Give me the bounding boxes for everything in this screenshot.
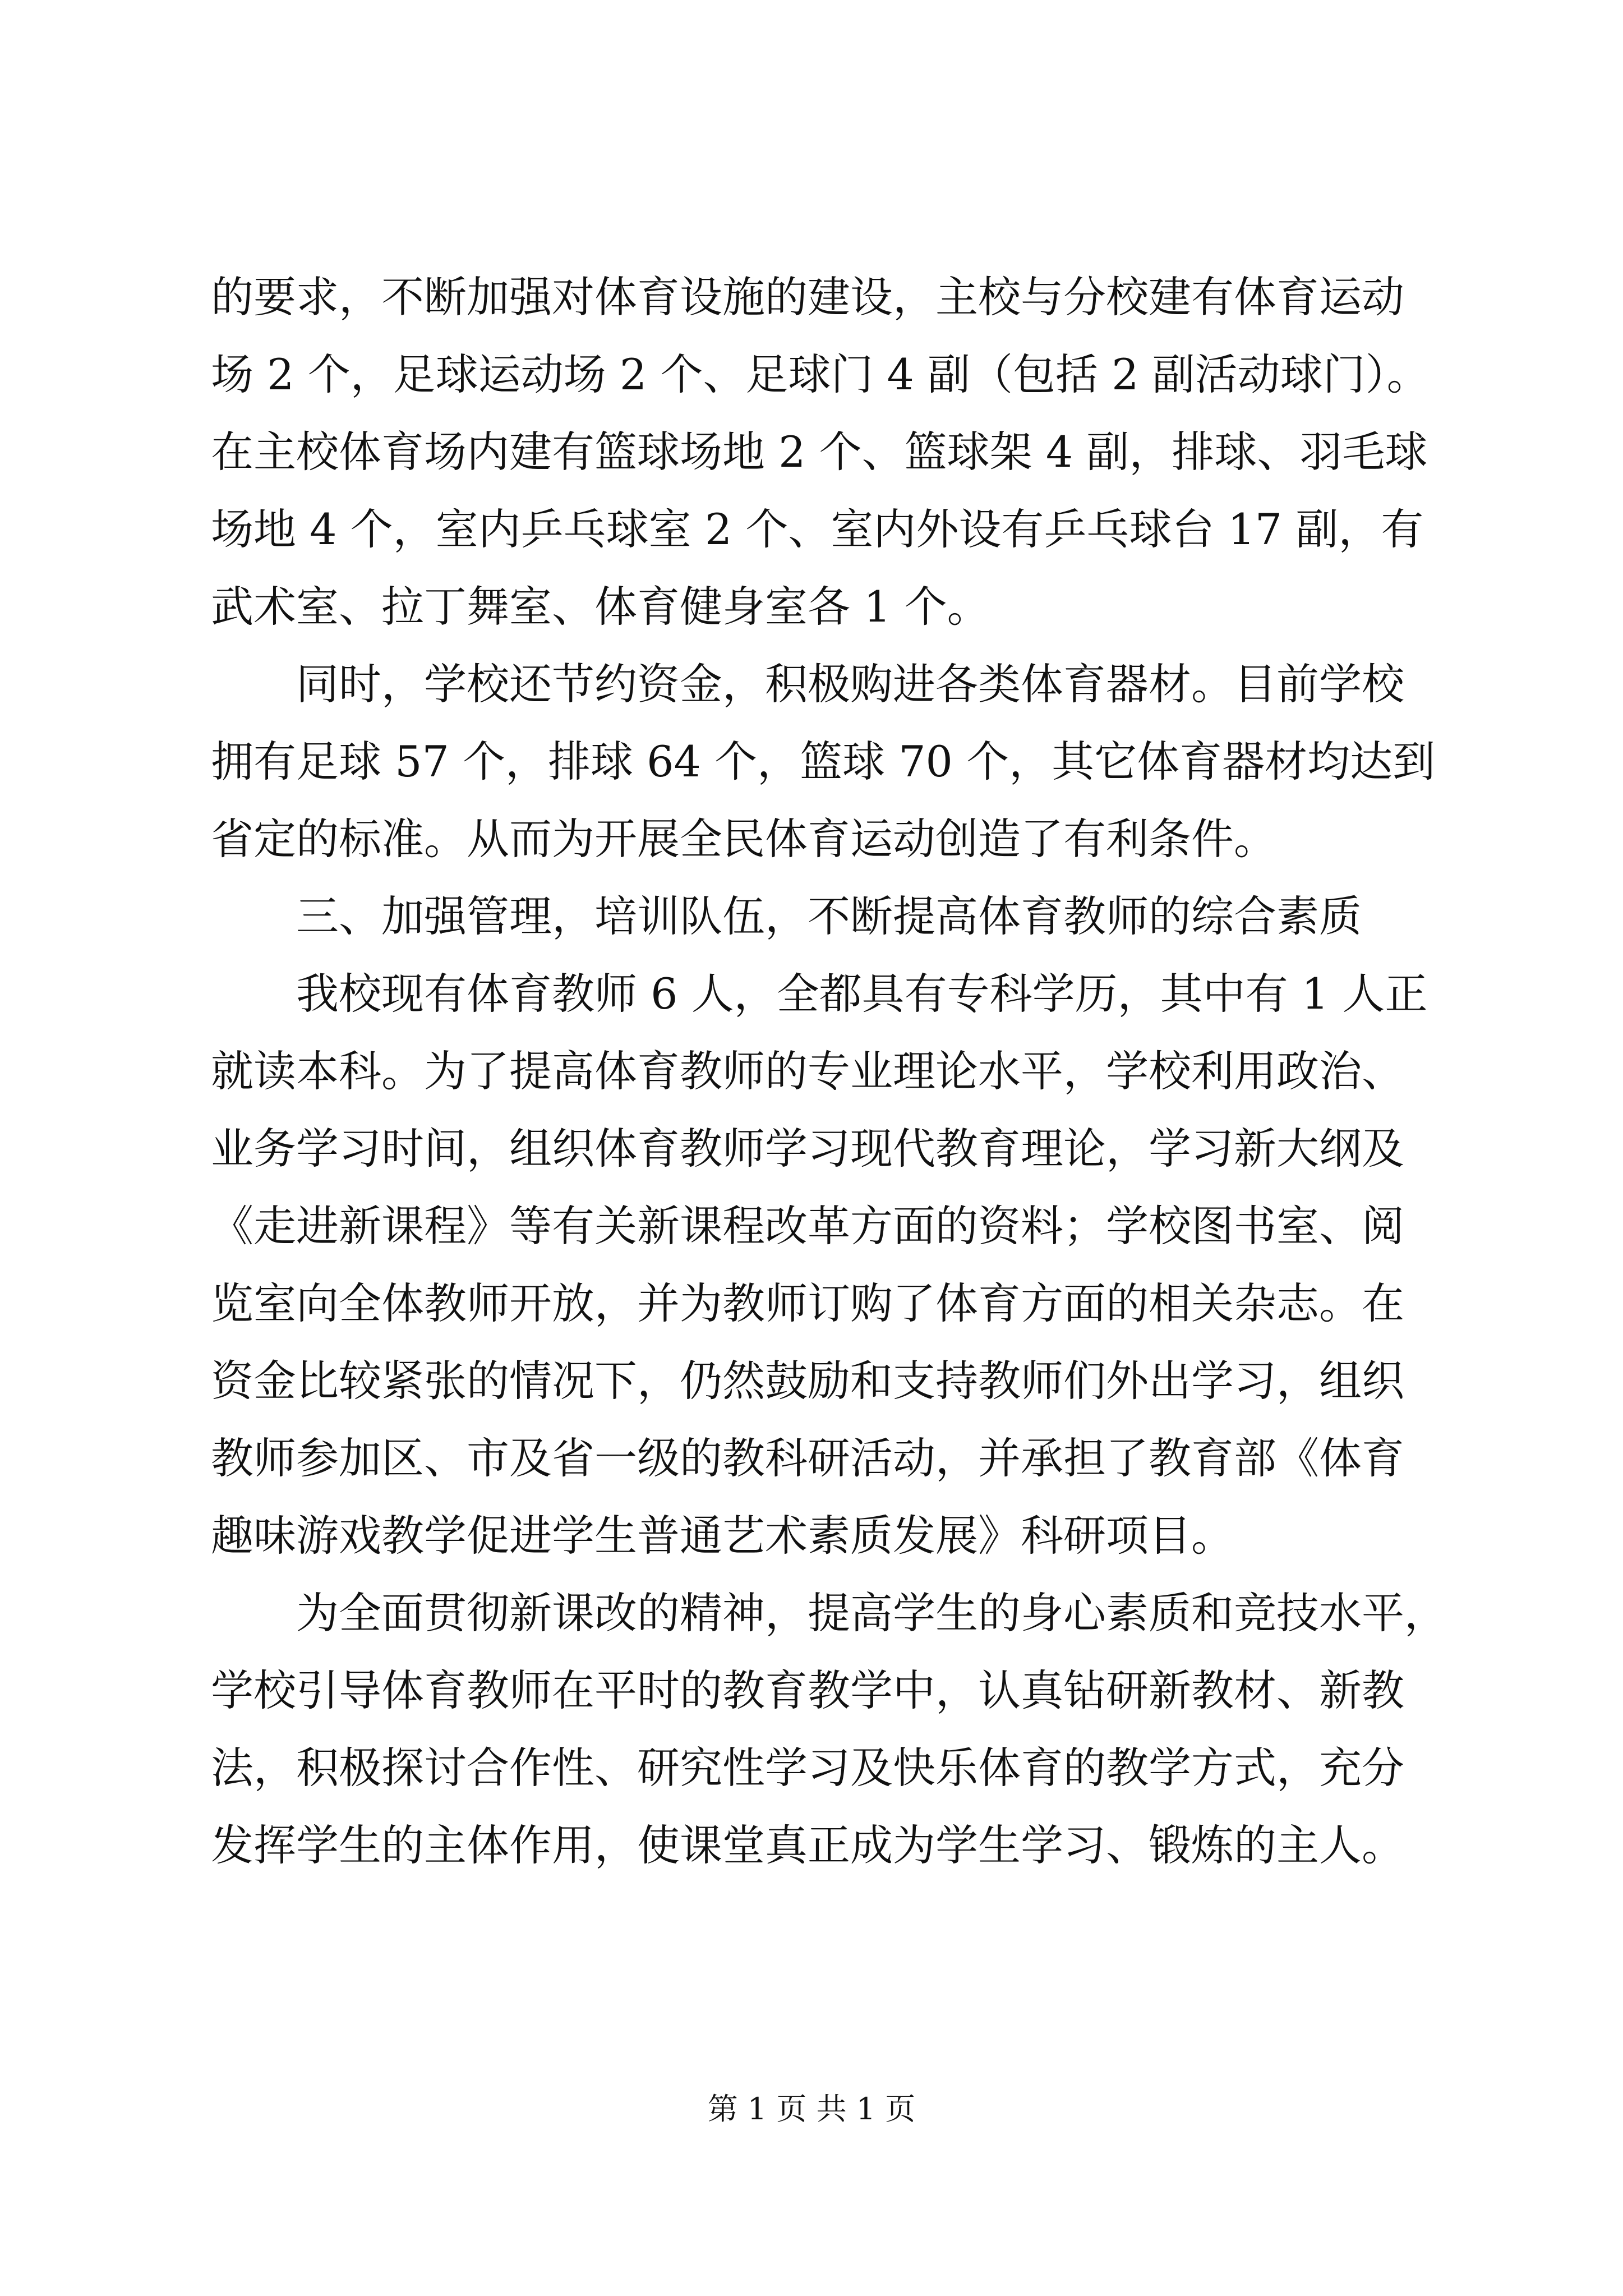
text-line: 学校引导体育教师在平时的教育教学中，认真钻研新教材、新教 bbox=[211, 1665, 1404, 1715]
text-line: 就读本科。为了提高体育教师的专业理论水平，学校利用政治、 bbox=[211, 1046, 1404, 1096]
text-line: 资金比较紧张的情况下，仍然鼓励和支持教师们外出学习，组织 bbox=[211, 1356, 1404, 1406]
text-line: 场地 4 个，室内乒乓球室 2 个、室内外设有乒乓球台 17 副，有 bbox=[211, 504, 1424, 554]
text-line: 业务学习时间，组织体育教师学习现代教育理论，学习新大纲及 bbox=[211, 1124, 1404, 1174]
text-line: 的要求，不断加强对体育设施的建设，主校与分校建有体育运动 bbox=[211, 272, 1404, 322]
text-line: 趣味游戏教学促进学生普通艺术素质发展》科研项目。 bbox=[211, 1511, 1234, 1561]
section-heading: 三、加强管理，培训队伍，不断提高体育教师的综合素质 bbox=[296, 891, 1362, 941]
text-line: 《走进新课程》等有关新课程改革方面的资料；学校图书室、阅 bbox=[211, 1201, 1404, 1251]
text-line: 览室向全体教师开放，并为教师订购了体育方面的相关杂志。在 bbox=[211, 1278, 1404, 1328]
text-line: 发挥学生的主体作用，使课堂真正成为学生学习、锻炼的主人。 bbox=[211, 1820, 1404, 1870]
text-line: 法，积极探讨合作性、研究性学习及快乐体育的教学方式，充分 bbox=[211, 1743, 1404, 1793]
paragraph-start-line: 我校现有体育教师 6 人，全都具有专科学历，其中有 1 人正 bbox=[296, 969, 1428, 1019]
text-line: 场 2 个，足球运动场 2 个、足球门 4 副（包括 2 副活动球门）。 bbox=[211, 349, 1430, 399]
paragraph-start-line: 为全面贯彻新课改的精神，提高学生的身心素质和竞技水平， bbox=[296, 1588, 1447, 1638]
text-line: 教师参加区、市及省一级的教科研活动，并承担了教育部《体育 bbox=[211, 1433, 1404, 1483]
text-line: 拥有足球 57 个，排球 64 个，篮球 70 个，其它体育器材均达到 bbox=[211, 737, 1436, 786]
text-line: 省定的标准。从而为开展全民体育运动创造了有利条件。 bbox=[211, 814, 1276, 864]
text-line: 在主校体育场内建有篮球场地 2 个、篮球架 4 副，排球、羽毛球 bbox=[211, 427, 1428, 477]
page-number-footer: 第 1 页 共 1 页 bbox=[707, 2091, 916, 2127]
text-line: 武术室、拉丁舞室、体育健身室各 1 个。 bbox=[211, 582, 990, 632]
paragraph-start-line: 同时，学校还节约资金，积极购进各类体育器材。目前学校 bbox=[296, 659, 1404, 709]
